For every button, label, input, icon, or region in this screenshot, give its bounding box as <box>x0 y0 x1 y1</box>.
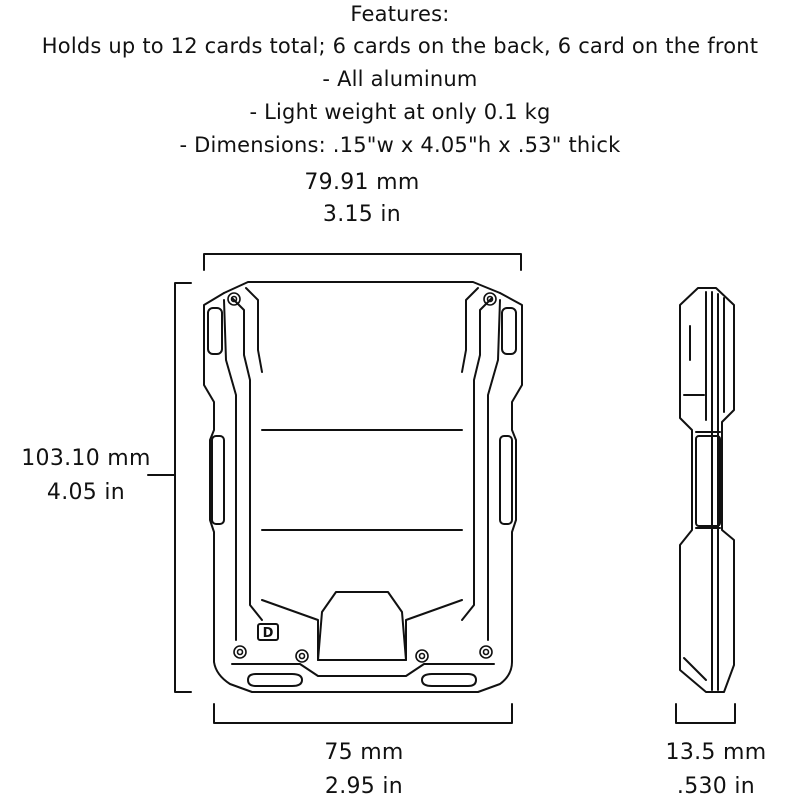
screw-icon <box>416 650 428 662</box>
screw-icon <box>480 646 492 658</box>
left-dimension-bracket <box>148 283 191 692</box>
top-dimension-in: 3.15 in <box>322 202 402 227</box>
wallet-side-view <box>680 288 734 692</box>
screw-icon <box>234 646 246 658</box>
screw-icons <box>228 293 496 662</box>
feature-line: Holds up to 12 cards total; 6 cards on the back, 6 card on the front <box>41 34 759 58</box>
bottom-dimension-in: 2.95 in <box>324 774 404 799</box>
wallet-front-view <box>204 282 522 692</box>
feature-line: - Dimensions: .15"w x 4.05"h x .53" thick <box>179 133 621 157</box>
top-dimension-mm: 79.91 mm <box>304 170 420 195</box>
bottom-dimension-bracket <box>214 704 512 723</box>
left-dimension-in: 4.05 in <box>46 480 126 505</box>
left-dimension-mm: 103.10 mm <box>21 446 151 471</box>
brand-logo-mark: D <box>262 626 274 641</box>
side-dimension-mm: 13.5 mm <box>665 740 767 765</box>
side-dimension-bracket <box>676 704 735 723</box>
top-dimension-bracket <box>204 254 521 270</box>
features-heading: Features: <box>350 2 450 26</box>
feature-line: - Light weight at only 0.1 kg <box>249 100 551 124</box>
screw-icon <box>296 650 308 662</box>
side-dimension-in: .530 in <box>676 774 756 799</box>
feature-line: - All aluminum <box>322 67 478 91</box>
bottom-dimension-mm: 75 mm <box>324 740 404 765</box>
